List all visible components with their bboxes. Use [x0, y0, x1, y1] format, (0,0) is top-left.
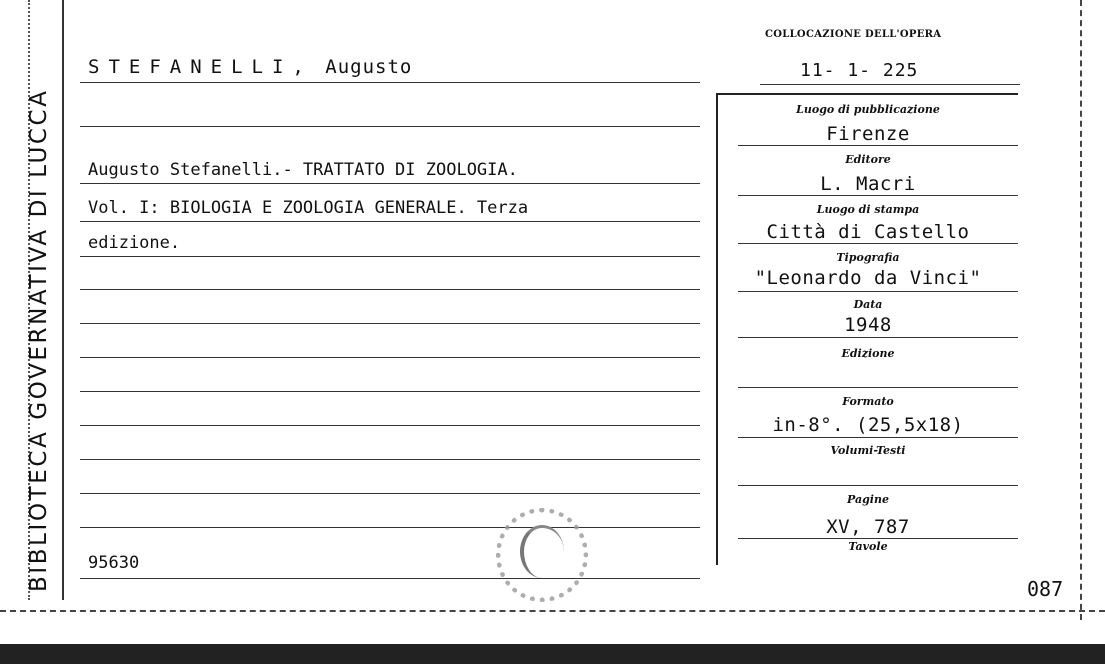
rule-line [738, 145, 1018, 146]
field-label: Editore [845, 153, 891, 166]
field-label: Tipografia [836, 251, 900, 264]
field-value: XV, 787 [826, 516, 910, 538]
title-line: edizione. [88, 233, 181, 253]
rule-line [80, 323, 700, 324]
rule-line [80, 527, 700, 528]
shelfmark: 11- 1- 225 [800, 60, 919, 81]
author-surname: STEFANELLI, [88, 56, 313, 78]
field-label: Luogo di stampa [816, 203, 920, 216]
field-value: "Leonardo da Vinci" [754, 267, 982, 289]
rule-line [738, 337, 1018, 338]
inventory-number: 95630 [88, 553, 140, 573]
library-name: BIBLIOTECA GOVERNATIVA DI LUCCA [26, 88, 52, 592]
field-value: Città di Castello [766, 221, 970, 243]
field-label: Formato [842, 395, 894, 408]
rule-line [80, 578, 700, 579]
field-value: Firenze [826, 123, 910, 145]
rule-line [738, 243, 1018, 244]
rule-line [738, 387, 1018, 388]
title-line: Augusto Stefanelli.- TRATTATO DI ZOOLOGIA. [88, 160, 518, 180]
author-given-name: Augusto [325, 56, 413, 78]
rule-line [80, 82, 700, 83]
publication-details-panel [716, 93, 1018, 565]
author-heading [88, 56, 412, 78]
rule-line [738, 195, 1018, 196]
card-edge [1080, 0, 1105, 620]
field-label: Volumi-Testi [830, 444, 906, 457]
rule-line [738, 291, 1018, 292]
rule-line [738, 437, 1018, 438]
margin-rule [62, 0, 64, 600]
rule-line [80, 459, 700, 460]
rule-line [738, 538, 1018, 539]
field-label: Data [853, 298, 883, 311]
field-label: Edizione [841, 347, 895, 360]
rule-line [80, 183, 700, 184]
rule-line [80, 391, 700, 392]
field-label: Pagine [847, 493, 889, 506]
rule-line [80, 357, 700, 358]
field-label: Luogo di pubblicazione [796, 103, 940, 116]
field-label: Tavole [848, 540, 888, 553]
rule-line [80, 126, 700, 127]
collocazione-label: COLLOCAZIONE DELL'OPERA [765, 29, 942, 40]
card-bottom-rule [0, 610, 1105, 615]
title-line: Vol. I: BIOLOGIA E ZOOLOGIA GENERALE. Terza [88, 198, 529, 218]
rule-line [80, 425, 700, 426]
rule-line [738, 485, 1018, 486]
rule-line [80, 289, 700, 290]
library-stamp-mark [520, 525, 564, 578]
field-value: L. Macri [820, 173, 916, 195]
rule-line [80, 256, 700, 257]
field-value: 1948 [844, 314, 892, 336]
field-value: in-8°. (25,5x18) [772, 414, 964, 436]
rule-line [80, 493, 700, 494]
rule-line [760, 84, 1020, 85]
side-number: 087 [1027, 577, 1064, 601]
scan-bottom-band [0, 644, 1105, 664]
rule-line [80, 221, 700, 222]
